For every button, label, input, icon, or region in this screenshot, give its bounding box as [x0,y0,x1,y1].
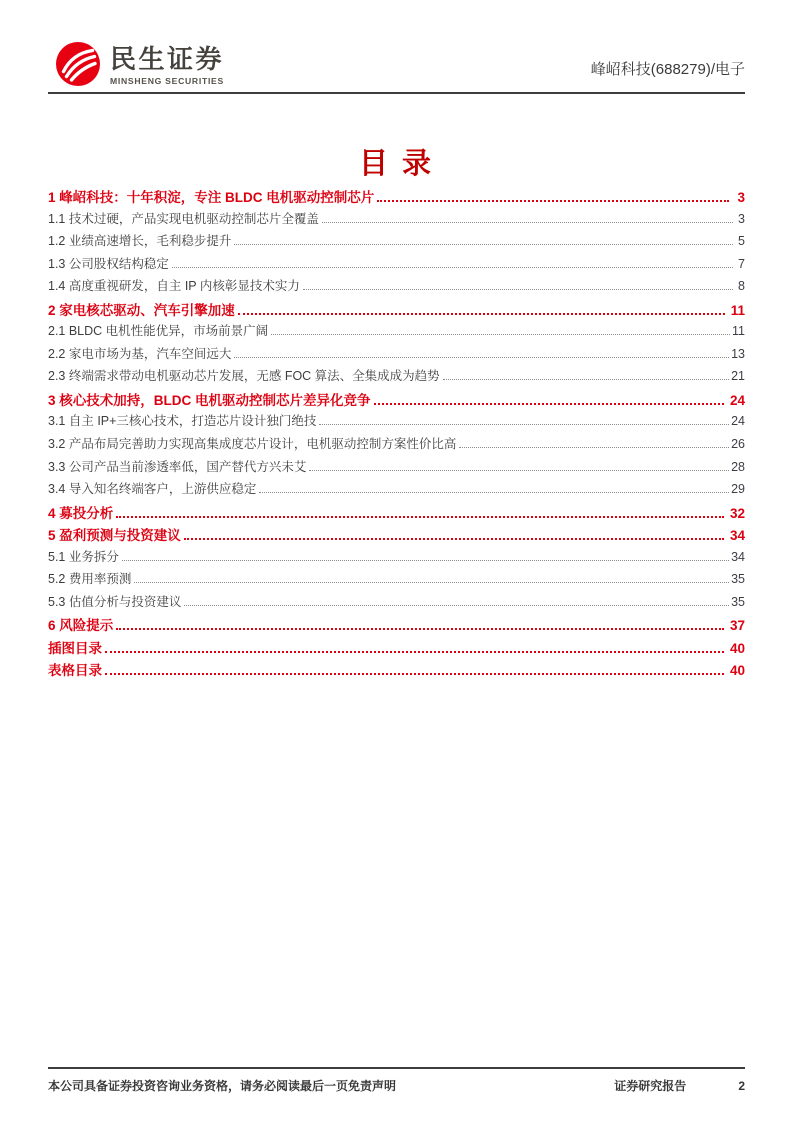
toc-entry[interactable] [48,209,745,232]
toc-page-title: 目 录 [358,148,435,180]
toc-entry-label: 3.1 自主 IP+三核心技术，打造芯片设计独门绝技 [48,414,317,429]
toc-entry-page: 3 [737,190,745,205]
toc-entry-page: 32 [729,505,745,521]
toc-entry[interactable] [48,254,745,277]
toc-entry-label: 1 峰岹科技：十年积淀，专注 BLDC 电机驱动控制芯片 [48,190,375,205]
toc-entry-page: 24 [731,414,745,429]
toc-entry-label: 2 家电核芯驱动、汽车引擎加速 [48,302,235,318]
toc-entry[interactable] [48,276,745,299]
header-divider [48,92,745,94]
toc-entry-label: 3.3 公司产品当前渗透率低，国产替代方兴未艾 [48,459,307,474]
toc-entry-label: 1.1 技术过硬，产品实现电机驱动控制芯片全覆盖 [48,211,319,226]
toc-entry-page: 11 [732,324,745,339]
toc-entry-page: 28 [731,459,745,474]
footer-report-type: 证券研究报告 [614,1079,687,1093]
toc-entry-page: 29 [731,482,745,497]
toc-dot-leader [234,244,733,245]
toc-dot-leader [309,470,729,471]
toc-dot-leader [271,334,730,335]
toc-entry[interactable] [48,659,745,682]
footer [48,1077,745,1094]
toc-entry-page: 24 [729,392,745,408]
toc-entry-label: 3 核心技术加持，BLDC 电机驱动控制芯片差异化竞争 [48,392,371,408]
toc-entry[interactable] [48,344,745,367]
toc-entry[interactable] [48,299,745,322]
toc-dot-leader [459,447,729,448]
toc-dot-leader [122,560,729,561]
toc-entry-label: 5.1 业务拆分 [48,549,119,564]
toc-dot-leader [377,200,729,202]
toc-dot-leader [105,673,724,675]
toc-entry-label: 插图目录 [48,640,102,656]
toc-entry-label: 2.3 终端需求带动电机驱动芯片发展，无感 FOC 算法、全集成成为趋势 [48,369,440,384]
toc-entry[interactable] [48,524,745,547]
toc-entry[interactable] [48,434,745,457]
toc-dot-leader [105,651,724,653]
toc-entry[interactable] [48,592,745,615]
logo-text [110,46,224,86]
toc-dot-leader [303,289,733,290]
toc-entry-page: 7 [738,256,745,271]
toc-entry-label: 5 盈利预测与投资建议 [48,528,181,544]
footer-right [614,1077,745,1094]
toc-entry-page: 34 [731,549,745,564]
toc-dot-leader [134,582,729,583]
toc-entry-page: 34 [729,528,745,544]
toc-entry-page: 11 [730,302,745,318]
toc-entry-page: 40 [729,640,745,656]
toc-dot-leader [238,313,725,315]
toc-entry[interactable] [48,389,745,412]
toc-entry[interactable] [48,502,745,525]
toc-entry-page: 21 [731,369,745,384]
logo-name-cn: 民生证券 [110,44,225,74]
minsheng-logo [55,41,224,87]
toc-entry[interactable] [48,231,745,254]
toc-entry-label: 2.2 家电市场为基，汽车空间远大 [48,346,232,361]
minsheng-logo-icon [55,41,101,87]
toc-entry-label: 3.2 产品布局完善助力实现高集成度芯片设计，电机驱动控制方案性价比高 [48,437,457,452]
toc-dot-leader [184,605,729,606]
toc-list [48,186,745,682]
toc-entry[interactable] [48,186,745,209]
toc-dot-leader [259,492,729,493]
toc-entry-label: 2.1 BLDC 电机性能优异，市场前景广阔 [48,324,269,339]
toc-entry-page: 8 [738,279,745,294]
toc-entry-label: 1.4 高度重视研发，自主 IP 内核彰显技术实力 [48,279,300,294]
toc-dot-leader [319,424,729,425]
toc-entry-page: 5 [738,234,745,249]
toc-entry-label: 4 募投分析 [48,505,114,521]
toc-entry-page: 40 [729,663,745,679]
toc-entry[interactable] [48,614,745,637]
toc-entry[interactable] [48,637,745,660]
toc-entry[interactable] [48,457,745,480]
toc-entry-label: 1.3 公司股权结构稳定 [48,256,169,271]
footer-divider [48,1067,745,1069]
toc-dot-leader [172,267,733,268]
footer-disclaimer: 本公司具备证券投资咨询业务资格，请务必阅读最后一页免责声明 [48,1079,397,1093]
toc-dot-leader [184,538,724,540]
toc-dot-leader [234,357,729,358]
toc-entry-label: 6 风险提示 [48,618,114,634]
toc-entry[interactable] [48,321,745,344]
toc-dot-leader [116,516,724,518]
toc-entry[interactable] [48,411,745,434]
toc-dot-leader [374,403,724,405]
toc-dot-leader [443,379,729,380]
toc-entry-page: 35 [731,594,745,609]
toc-entry-page: 26 [731,437,745,452]
toc-entry-page: 13 [731,346,745,361]
toc-entry-label: 3.4 导入知名终端客户，上游供应稳定 [48,482,257,497]
toc-entry-page: 3 [738,211,745,226]
toc-dot-leader [116,628,724,630]
toc-entry[interactable] [48,479,745,502]
toc-entry-page: 37 [729,618,745,634]
toc-entry-label: 1.2 业绩高速增长，毛利稳步提升 [48,234,232,249]
logo-name-en: MINSHENG SECURITIES [110,76,224,86]
toc-entry[interactable] [48,569,745,592]
toc-entry-page: 35 [731,572,745,587]
toc-entry-label: 表格目录 [48,663,102,679]
footer-page-number: 2 [738,1079,745,1093]
toc-entry-label: 5.2 费用率预测 [48,572,132,587]
header-stock-label: 峰岹科技(688279)/电子 [590,61,745,78]
toc-entry-label: 5.3 估值分析与投资建议 [48,594,182,609]
toc-entry[interactable] [48,366,745,389]
toc-entry[interactable] [48,547,745,570]
toc-dot-leader [322,222,733,223]
